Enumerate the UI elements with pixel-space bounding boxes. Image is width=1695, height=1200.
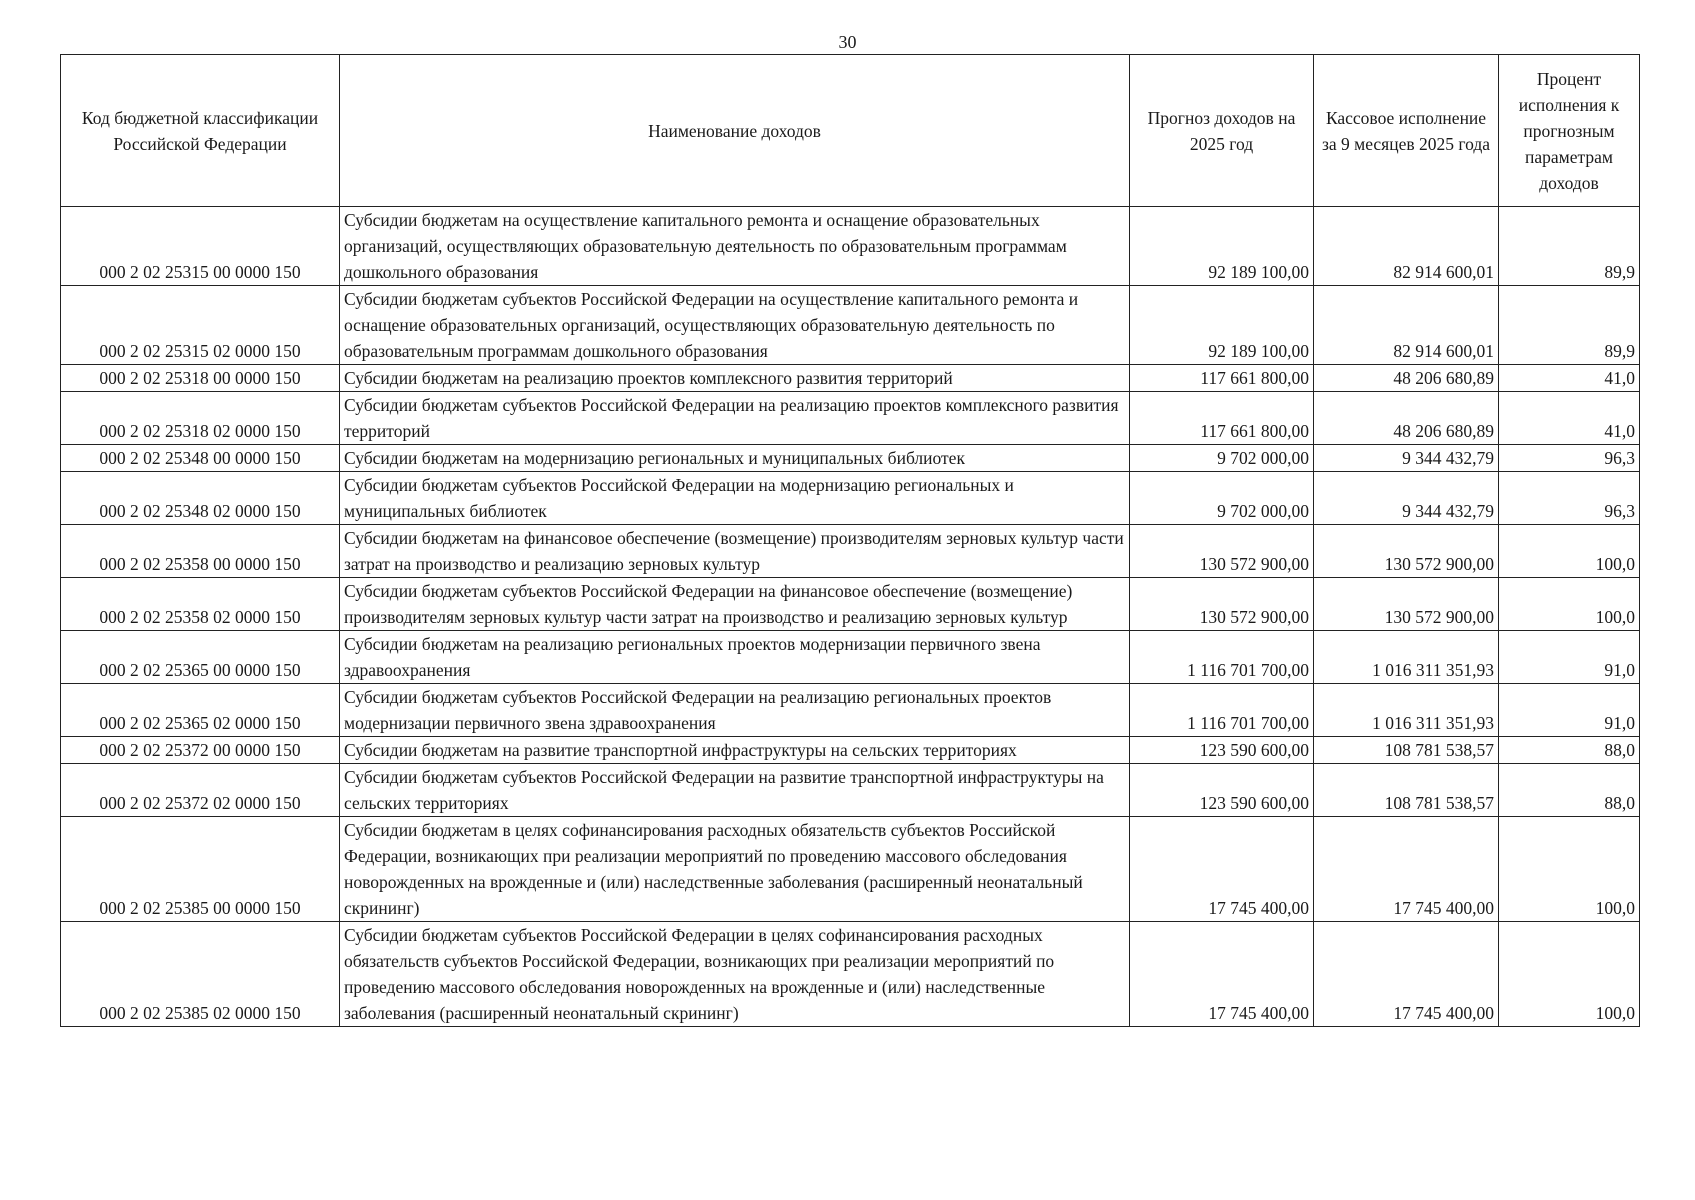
cell-name: Субсидии бюджетам субъектов Российской Федерации на осуществление капитального ремонта и оснащение образовательных организаций, осуществляющих образовательную деятельность по образовательным программам дошкольного образования [340,286,1130,365]
cell-forecast: 9 702 000,00 [1130,445,1314,472]
header-forecast: Прогноз доходов на 2025 год [1130,55,1314,207]
cell-percent: 88,0 [1499,764,1640,817]
table-row [61,525,1640,578]
cell-name: Субсидии бюджетам на реализацию региональных проектов модернизации первичного звена здравоохранения [340,631,1130,684]
cell-cash: 82 914 600,01 [1314,286,1499,365]
header-cash: Кассовое исполнение за 9 месяцев 2025 года [1314,55,1499,207]
cell-percent: 88,0 [1499,737,1640,764]
cell-name: Субсидии бюджетам на модернизацию региональных и муниципальных библиотек [340,445,1130,472]
header-code: Код бюджетной классификации Российской Федерации [61,55,340,207]
cell-forecast: 117 661 800,00 [1130,392,1314,445]
table-row [61,207,1640,286]
cell-forecast: 123 590 600,00 [1130,764,1314,817]
cell-name: Субсидии бюджетам на финансовое обеспечение (возмещение) производителям зерновых культур части затрат на производство и реализацию зерновых культур [340,525,1130,578]
cell-code: 000 2 02 25385 02 0000 150 [61,922,340,1027]
table-row [61,392,1640,445]
cell-code: 000 2 02 25385 00 0000 150 [61,817,340,922]
cell-cash: 48 206 680,89 [1314,392,1499,445]
table-row [61,817,1640,922]
cell-name: Субсидии бюджетам на реализацию проектов комплексного развития территорий [340,365,1130,392]
cell-code: 000 2 02 25365 02 0000 150 [61,684,340,737]
cell-forecast: 1 116 701 700,00 [1130,631,1314,684]
cell-name: Субсидии бюджетам субъектов Российской Федерации на реализацию проектов комплексного развития территорий [340,392,1130,445]
cell-code: 000 2 02 25318 00 0000 150 [61,365,340,392]
cell-forecast: 92 189 100,00 [1130,286,1314,365]
cell-name: Субсидии бюджетам на развитие транспортной инфраструктуры на сельских территориях [340,737,1130,764]
cell-cash: 130 572 900,00 [1314,525,1499,578]
cell-cash: 108 781 538,57 [1314,737,1499,764]
cell-code: 000 2 02 25358 00 0000 150 [61,525,340,578]
cell-cash: 1 016 311 351,93 [1314,684,1499,737]
cell-percent: 96,3 [1499,445,1640,472]
cell-forecast: 1 116 701 700,00 [1130,684,1314,737]
cell-cash: 48 206 680,89 [1314,365,1499,392]
cell-percent: 91,0 [1499,631,1640,684]
cell-cash: 9 344 432,79 [1314,472,1499,525]
cell-name: Субсидии бюджетам субъектов Российской Федерации на реализацию региональных проектов модернизации первичного звена здравоохранения [340,684,1130,737]
revenue-table [60,54,1640,1027]
cell-code: 000 2 02 25348 02 0000 150 [61,472,340,525]
cell-forecast: 17 745 400,00 [1130,817,1314,922]
cell-name: Субсидии бюджетам субъектов Российской Федерации на развитие транспортной инфраструктуры на сельских территориях [340,764,1130,817]
table-row [61,684,1640,737]
cell-cash: 108 781 538,57 [1314,764,1499,817]
cell-forecast: 92 189 100,00 [1130,207,1314,286]
cell-code: 000 2 02 25318 02 0000 150 [61,392,340,445]
cell-code: 000 2 02 25365 00 0000 150 [61,631,340,684]
cell-cash: 9 344 432,79 [1314,445,1499,472]
page-number: 30 [838,32,857,52]
cell-percent: 100,0 [1499,525,1640,578]
cell-code: 000 2 02 25348 00 0000 150 [61,445,340,472]
cell-forecast: 130 572 900,00 [1130,578,1314,631]
cell-name: Субсидии бюджетам на осуществление капитального ремонта и оснащение образовательных организаций, осуществляющих образовательную деятельность по образовательным программам дошкольного образования [340,207,1130,286]
cell-forecast: 117 661 800,00 [1130,365,1314,392]
cell-name: Субсидии бюджетам субъектов Российской Федерации на модернизацию региональных и муниципальных библиотек [340,472,1130,525]
cell-cash: 82 914 600,01 [1314,207,1499,286]
table-row [61,578,1640,631]
cell-percent: 100,0 [1499,578,1640,631]
header-percent: Процент исполнения к прогнозным параметрам доходов [1499,55,1640,207]
table-body [61,207,1640,1027]
cell-code: 000 2 02 25372 02 0000 150 [61,764,340,817]
cell-cash: 17 745 400,00 [1314,922,1499,1027]
cell-code: 000 2 02 25315 00 0000 150 [61,207,340,286]
cell-forecast: 123 590 600,00 [1130,737,1314,764]
table-row [61,737,1640,764]
cell-percent: 41,0 [1499,365,1640,392]
cell-percent: 41,0 [1499,392,1640,445]
table-row [61,764,1640,817]
cell-name: Субсидии бюджетам в целях софинансирования расходных обязательств субъектов Российской Федерации, возникающих при реализации мероприятий по проведению массового обследования новорожденных на врожденные и (или) наследственные заболевания (расширенный неонатальный скрининг) [340,817,1130,922]
table-header [61,55,1640,207]
cell-cash: 1 016 311 351,93 [1314,631,1499,684]
table-row [61,286,1640,365]
header-name: Наименование доходов [340,55,1130,207]
cell-percent: 89,9 [1499,286,1640,365]
cell-cash: 130 572 900,00 [1314,578,1499,631]
cell-percent: 91,0 [1499,684,1640,737]
cell-percent: 100,0 [1499,922,1640,1027]
cell-percent: 96,3 [1499,472,1640,525]
cell-forecast: 130 572 900,00 [1130,525,1314,578]
cell-forecast: 9 702 000,00 [1130,472,1314,525]
cell-code: 000 2 02 25358 02 0000 150 [61,578,340,631]
cell-name: Субсидии бюджетам субъектов Российской Федерации в целях софинансирования расходных обязательств субъектов Российской Федерации, возникающих при реализации мероприятий по проведению массового обследования новорожденных на врожденные и (или) наследственные заболевания (расширенный неонатальный скрининг) [340,922,1130,1027]
table-row [61,922,1640,1027]
table-row [61,445,1640,472]
cell-percent: 89,9 [1499,207,1640,286]
cell-name: Субсидии бюджетам субъектов Российской Федерации на финансовое обеспечение (возмещение) производителям зерновых культур части затрат на производство и реализацию зерновых культур [340,578,1130,631]
cell-forecast: 17 745 400,00 [1130,922,1314,1027]
table-row [61,472,1640,525]
table-row [61,365,1640,392]
cell-cash: 17 745 400,00 [1314,817,1499,922]
cell-code: 000 2 02 25315 02 0000 150 [61,286,340,365]
cell-code: 000 2 02 25372 00 0000 150 [61,737,340,764]
table-row [61,631,1640,684]
cell-percent: 100,0 [1499,817,1640,922]
header-row [61,55,1640,207]
